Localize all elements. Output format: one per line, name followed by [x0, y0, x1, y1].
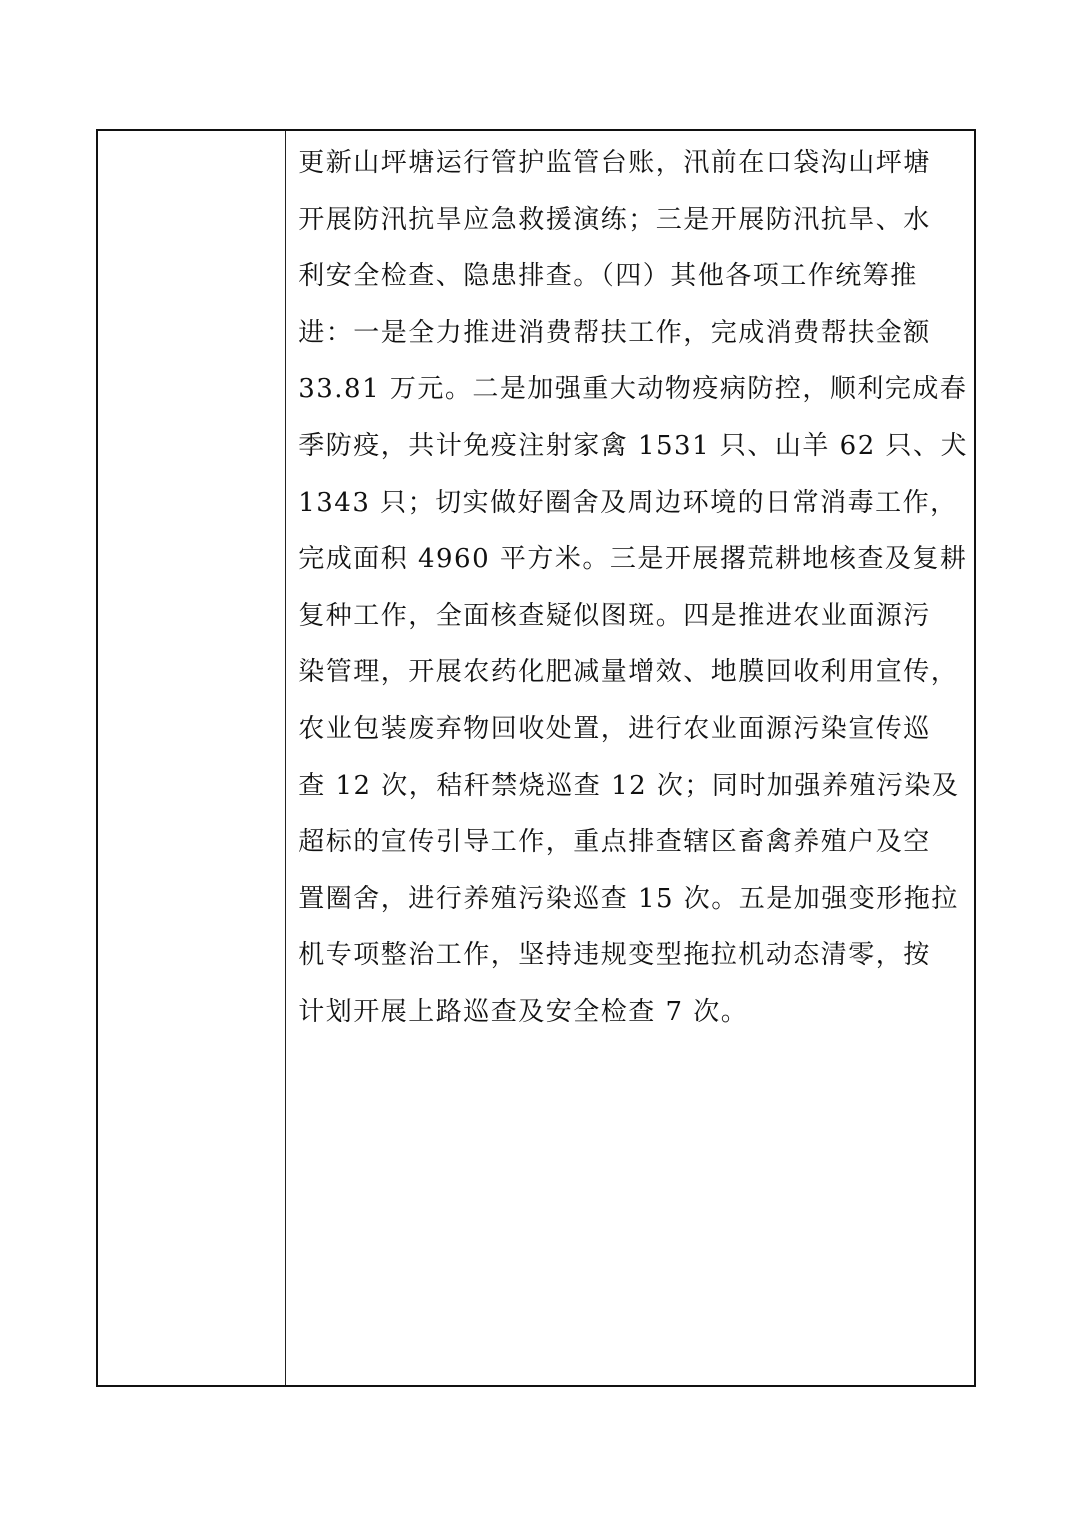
- text-line: 计划开展上路巡查及安全检查 7 次。: [298, 996, 749, 1027]
- table-label-cell: [98, 131, 286, 1385]
- text-line: 完成面积 4960 平方米。三是开展撂荒耕地核查及复耕: [298, 544, 968, 575]
- text-line: 进：一是全力推进消费帮扶工作，完成消费帮扶金额: [298, 317, 931, 348]
- text-line: 超标的宣传引导工作，重点排查辖区畜禽养殖户及空: [298, 827, 931, 858]
- report-table: [96, 129, 976, 1387]
- text-line: 农业包装废弃物回收处置，进行农业面源污染宣传巡: [298, 713, 931, 744]
- text-line: 开展防汛抗旱应急救援演练；三是开展防汛抗旱、水: [298, 204, 931, 235]
- text-line: 利安全检查、隐患排查。（四）其他各项工作统筹推: [298, 261, 918, 292]
- table-content-cell: [286, 131, 974, 1385]
- text-line: 查 12 次，秸秆禁烧巡查 12 次；同时加强养殖污染及: [298, 770, 960, 801]
- text-line: 复种工作，全面核查疑似图斑。四是推进农业面源污: [298, 600, 931, 631]
- text-line: 1343 只；切实做好圈舍及周边环境的日常消毒工作，: [298, 487, 958, 518]
- text-line: 置圈舍，进行养殖污染巡查 15 次。五是加强变形拖拉: [298, 883, 959, 914]
- text-line: 机专项整治工作，坚持违规变型拖拉机动态清零，按: [298, 940, 931, 971]
- text-line: 季防疫，共计免疫注射家禽 1531 只、山羊 62 只、犬: [298, 430, 968, 461]
- text-line: 染管理，开展农药化肥减量增效、地膜回收利用宣传，: [298, 657, 959, 688]
- text-line: 更新山坪塘运行管护监管台账，汛前在口袋沟山坪塘: [298, 148, 931, 178]
- text-line: 33.81 万元。二是加强重大动物疫病防控，顺利完成春: [298, 374, 968, 405]
